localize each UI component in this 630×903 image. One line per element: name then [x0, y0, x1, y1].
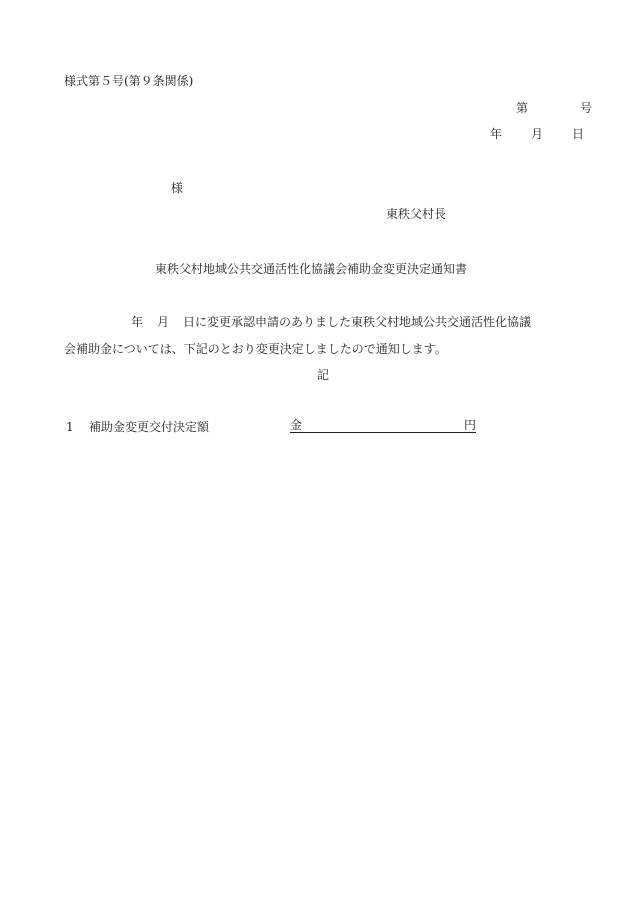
form-number-label: 様式第５号(第９条関係): [64, 74, 194, 88]
ki-heading: 記: [317, 368, 330, 382]
body-month: 月: [157, 315, 170, 329]
amount-field: [290, 419, 476, 433]
date-month: 月: [531, 127, 544, 141]
amount-suffix: 円: [463, 418, 476, 432]
item-label: 補助金変更交付決定額: [89, 420, 210, 434]
amount-prefix: 金: [290, 418, 303, 432]
body-line1-rest: 日に変更承認申請のありました東秩父村地域公共交通活性化協議: [183, 315, 532, 329]
date-line: [490, 128, 584, 140]
item-number: 1: [66, 420, 74, 434]
item-row: [66, 421, 209, 433]
document-title: 東秩父村地域公共交通活性化協議会補助金変更決定通知書: [155, 262, 468, 276]
body-year: 年: [131, 315, 144, 329]
number-dai: 第: [516, 101, 529, 115]
date-year: 年: [490, 127, 503, 141]
date-day: 日: [572, 127, 585, 141]
sender-name: 東秩父村長: [386, 207, 447, 221]
document-number-line: [516, 102, 592, 114]
body-text-line1: [131, 316, 531, 328]
recipient-suffix: 様: [171, 181, 184, 195]
body-text-line2: 会補助金については、下記のとおり変更決定しましたので通知します。: [64, 342, 447, 356]
number-go: 号: [580, 101, 593, 115]
